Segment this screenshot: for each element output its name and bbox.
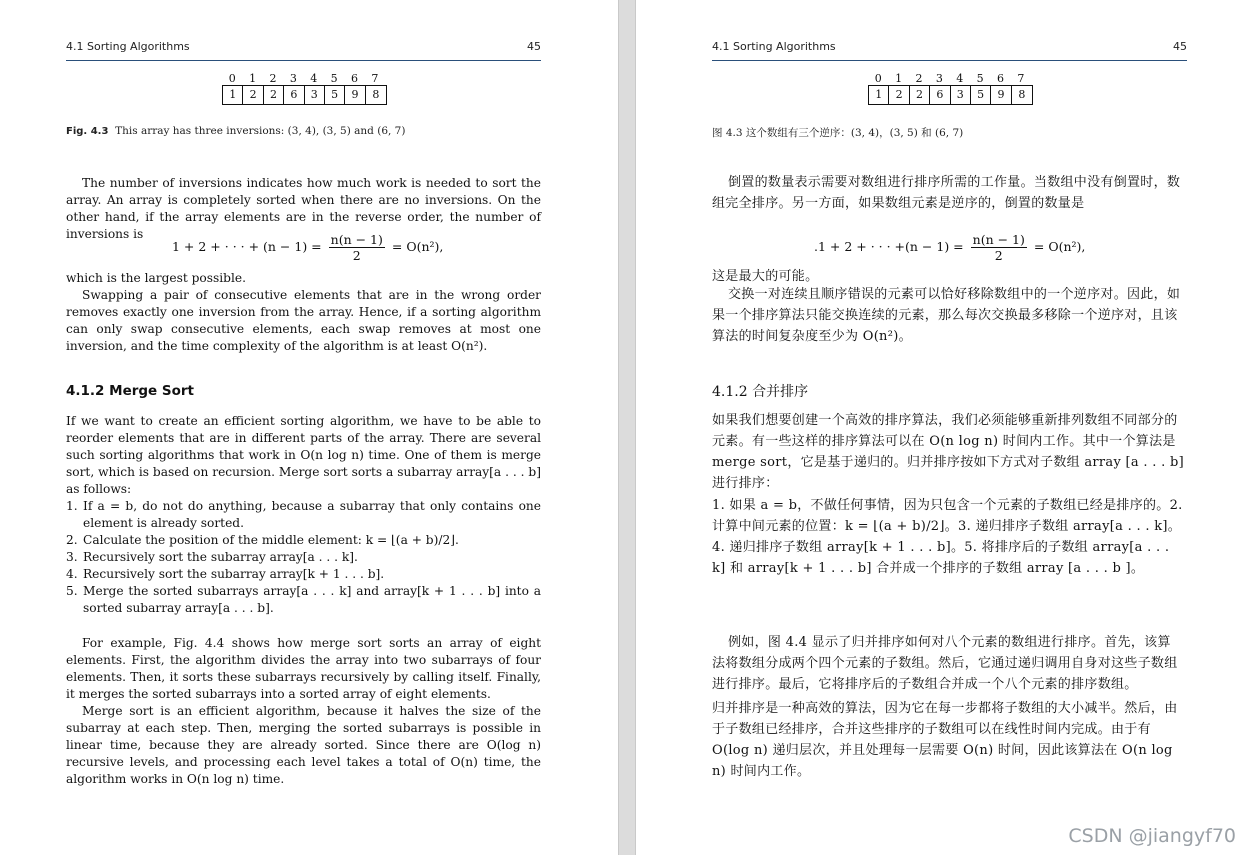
header-section-title: 4.1 Sorting Algorithms [66,40,190,53]
cn-array-index: 3 [935,72,943,85]
paragraph-merge-intro-cn: 如果我们想要创建一个高效的排序算法，我们必须能够重新排列数组不同部分的元素。有一些这样的排序算法可以在 O(n log n) 时间内工作。其中一个算法是 merge sort，它是基于递归的。归并排序按如下方式对子数组 array [a . . . b] 进行排序： [712,413,1184,491]
paragraph-swapping-cn: 交换一对连续且顺序错误的元素可以恰好移除数组中的一个逆序对。因此，如果一个排序算法只能交换连续的元素，那么每次交换最多移除一个逆序对，且该算法的时间复杂度至少为 O(n²)。 [712,287,1181,344]
figure-caption-cn: 图 4.3 这个数组有三个逆序：(3, 4)，(3, 5) 和 (6, 7) [712,127,964,139]
watermark: CSDN @jiangyf70 [1068,825,1236,847]
equation-denominator-cn: 2 [994,248,1003,263]
list-item-text: Merge the sorted subarrays array[a . . . k] and array[k + 1 . . . b] into a sorted subarray array[a . . . b]. [83,584,541,615]
paragraph-inversions-cn: 倒置的数量表示需要对数组进行排序所需的工作量。当数组中没有倒置时，数组完全排序。另一方面，如果数组元素是逆序的，倒置的数量是 [712,175,1181,211]
array-index: 5 [330,72,338,85]
cn-array-cell: 1 [869,86,889,104]
cn-array-index: 4 [956,72,964,85]
cn-array-index: 1 [895,72,903,85]
equation-lhs-cn: .1 + 2 + · · · +(n − 1) = [814,239,964,254]
page-gutter [618,0,636,855]
cn-array-index: 5 [976,72,984,85]
array-cell: 5 [325,86,345,104]
merge-sort-steps-cn: 1. 如果 a = b，不做任何事情，因为只包含一个元素的子数组已经是排序的。2. 计算中间元素的位置：k = ⌊(a + b)/2⌋。3. 递归排序子数组 array[a . . . k]。4. 递归排序子数组 array[k + 1 . . . b]。5. 将排序后的子数组 array[a . . . k] 和 array[k + 1 . . . b] 合并成一个排序的子数组 array [a . . . b ]。 [712,498,1183,576]
list-item-number: 5. [66,584,78,598]
header-section-title-cn: 4.1 Sorting Algorithms [712,40,836,53]
equation-sum [172,232,443,263]
paragraph-merge-intro: If we want to create an efficient sorting algorithm, we have to be able to reorder elements that are in different parts of the array. There are several such sorting algorithms that work in O(n log n) time. One of them is merge sort, which is based on recursion. Merge sort sorts a subarray array[a . . . b] as follows: [66,414,541,496]
cn-array-cell: 2 [889,86,909,104]
array-index: 2 [269,72,277,85]
chinese-page [636,0,1242,855]
array-cells-cn [868,85,1033,105]
figure-caption [66,125,405,137]
list-item-number: 3. [66,550,78,564]
array-cell: 8 [372,88,380,101]
list-item-number: 2. [66,533,78,547]
running-header-cn [712,38,1187,61]
equation-sum-cn [814,232,1085,263]
array-index: 1 [249,72,257,85]
cn-array-cell: 5 [971,86,991,104]
list-item-number: 1. [66,499,78,513]
paragraph-largest: which is the largest possible. [66,271,246,285]
equation-rhs-cn: = O(n²), [1033,239,1086,254]
list-item [66,498,541,532]
paragraph-example: For example, Fig. 4.4 shows how merge sort sorts an array of eight elements. First, the algorithm divides the array into two subarrays of four elements. Then, it sorts these subarrays recursively by calling itself. Finally, it merges the sorted subarrays into a sorted array of eight elements. [66,636,541,701]
array-index: 6 [351,72,359,85]
array-index: 7 [371,72,379,85]
paragraph-efficiency: Merge sort is an efficient algorithm, because it halves the size of the subarray at each step. Then, merging the sorted subarrays is possible in linear time, because they are already sorted. Since there are O(log n) recursive levels, and processing each level takes a total of O(n) time, the algorithm works in O(n log n) time. [66,704,541,786]
array-cell: 9 [345,86,365,104]
header-page-number: 45 [527,40,541,53]
cn-array-index: 6 [997,72,1005,85]
array-cell: 6 [284,86,304,104]
cn-array-index: 2 [915,72,923,85]
cn-array-cell: 9 [991,86,1011,104]
paragraph-example-cn: 例如，图 4.4 显示了归并排序如何对八个元素的数组进行排序。首先，该算法将数组分成两个四个元素的子数组。然后，它通过递归调用自身对这些子数组进行排序。最后，它将排序后的子数组合并成一个八个元素的排序数组。 [712,635,1178,692]
cn-array-index: 0 [874,72,882,85]
array-figure-cn [868,72,1033,105]
running-header [66,38,541,61]
cn-array-cell: 8 [1018,88,1026,101]
equation-fraction [329,232,385,263]
equation-lhs: 1 + 2 + · · · + (n − 1) = [172,239,322,254]
header-page-number-cn: 45 [1173,40,1187,53]
list-item-text: If a = b, do not do anything, because a subarray that only contains one element is already sorted. [83,499,541,530]
cn-array-cell: 3 [951,86,971,104]
array-index: 0 [228,72,236,85]
list-item-text: Recursively sort the subarray array[a . . . k]. [83,550,358,564]
array-cell: 2 [243,86,263,104]
list-item [66,566,541,583]
list-item [66,583,541,617]
array-cells [222,85,387,105]
paragraph-efficiency-cn: 归并排序是一种高效的算法，因为它在每一步都将子数组的大小减半。然后，由于子数组已经排序，合并这些排序的子数组可以在线性时间内完成。由于有 O(log n) 递归层次，并且处理每一层需要 O(n) 时间，因此该算法在 O(n log n) 时间内工作。 [712,701,1178,779]
equation-numerator: n(n − 1) [330,232,383,247]
list-item [66,549,541,566]
list-item-text: Recursively sort the subarray array[k + 1 . . . b]. [83,567,385,581]
list-item-number: 4. [66,567,78,581]
equation-numerator-cn: n(n − 1) [972,232,1025,247]
cn-array-cell: 2 [910,86,930,104]
array-cell: 2 [264,86,284,104]
array-indices [222,72,387,85]
paragraph-swapping: Swapping a pair of consecutive elements that are in the wrong order removes exactly one inversion from the array. Hence, if a sorting algorithm can only swap consecutive elements, each swap removes at most one inversion, and the time complexity of the algorithm is at least O(n²). [66,288,541,353]
array-figure [222,72,387,105]
array-cell: 1 [223,86,243,104]
caption-text: This array has three inversions: (3, 4), (3, 5) and (6, 7) [115,125,406,137]
array-index: 4 [310,72,318,85]
merge-sort-steps [66,498,541,617]
caption-label: Fig. 4.3 [66,126,109,137]
list-item-text: Calculate the position of the middle element: k = ⌊(a + b)/2⌋. [83,533,459,547]
english-page [0,0,618,855]
equation-denominator: 2 [352,248,361,263]
equation-rhs: = O(n²), [391,239,444,254]
section-heading: 4.1.2 Merge Sort [66,383,195,399]
list-item [66,532,541,549]
paragraph-largest-cn: 这是最大的可能。 [712,269,819,284]
cn-array-cell: 6 [930,86,950,104]
equation-fraction-cn [971,232,1027,263]
section-heading-cn: 4.1.2 合并排序 [712,384,809,400]
paragraph-inversions: The number of inversions indicates how much work is needed to sort the array. An array is completely sorted when there are no inversions. On the other hand, if the array elements are in the reverse order, the number of inversions is [66,176,541,241]
array-index: 3 [289,72,297,85]
array-indices-cn [868,72,1033,85]
array-cell: 3 [305,86,325,104]
cn-array-index: 7 [1017,72,1025,85]
